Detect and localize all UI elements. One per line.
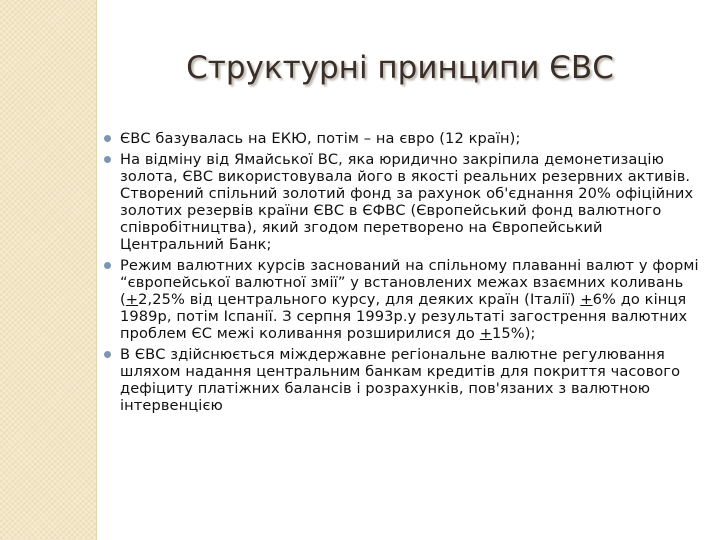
strip-divider — [96, 0, 99, 540]
slide-title: Структурні принципи ЄВС — [186, 50, 614, 86]
bullet-list — [104, 130, 700, 418]
bullet-text-part: 2,25% від центрального курсу, для деяких країн (Італії) — [138, 291, 581, 308]
plus-minus-sign: + — [479, 325, 493, 342]
bullet-text-part: Режим валютних курсів заснований на спільному плаванні валют у формі “європейської валютної змії” у встановлених межах взаємних коливань ( — [120, 257, 699, 308]
bullet-dot-icon — [104, 262, 111, 269]
plus-minus-sign: + — [125, 291, 139, 308]
bullet-item-4 — [104, 346, 700, 414]
bullet-text-part: 15%); — [492, 325, 536, 342]
plus-minus-sign: + — [580, 291, 593, 308]
bullet-dot-icon — [104, 156, 111, 163]
bullet-item-1 — [104, 130, 700, 147]
bullet-text: В ЄВС здійснюється міждержавне регіональне валютне регулювання шляхом надання центральним банкам кредитів для покриття часового дефіциту платіжних балансів і розрахунків, пов'язаних з валютною інтервенцією — [120, 346, 681, 414]
bullet-text: На відміну від Ямайської ВС, яка юридично закріпила демонетизацію золота, ЄВС використовувала його в якості реальних резервних активів. Створений спільний золотий фонд за рахунок об'єднання 20% офіційних золотих резервів країни ЄВС в ЄФВС (Європейський фонд валютного співробітництва), який згодом перетворено на Європейський Центральний Банк; — [120, 151, 694, 253]
bullet-text: ЄВС базувалась на ЕКЮ, потім – на євро (12 країн); — [120, 130, 521, 147]
bullet-text-part: 6% до кінця 1989р, потім Іспанії. З серпня 1993р.у результаті загострення валютних проблем ЄС межі коливання розширилися до — [120, 291, 688, 342]
bullet-item-2 — [104, 151, 700, 253]
bullet-dot-icon — [104, 135, 111, 142]
decorative-side-strip — [0, 0, 96, 540]
bullet-dot-icon — [104, 351, 111, 358]
bullet-item-3 — [104, 257, 700, 342]
